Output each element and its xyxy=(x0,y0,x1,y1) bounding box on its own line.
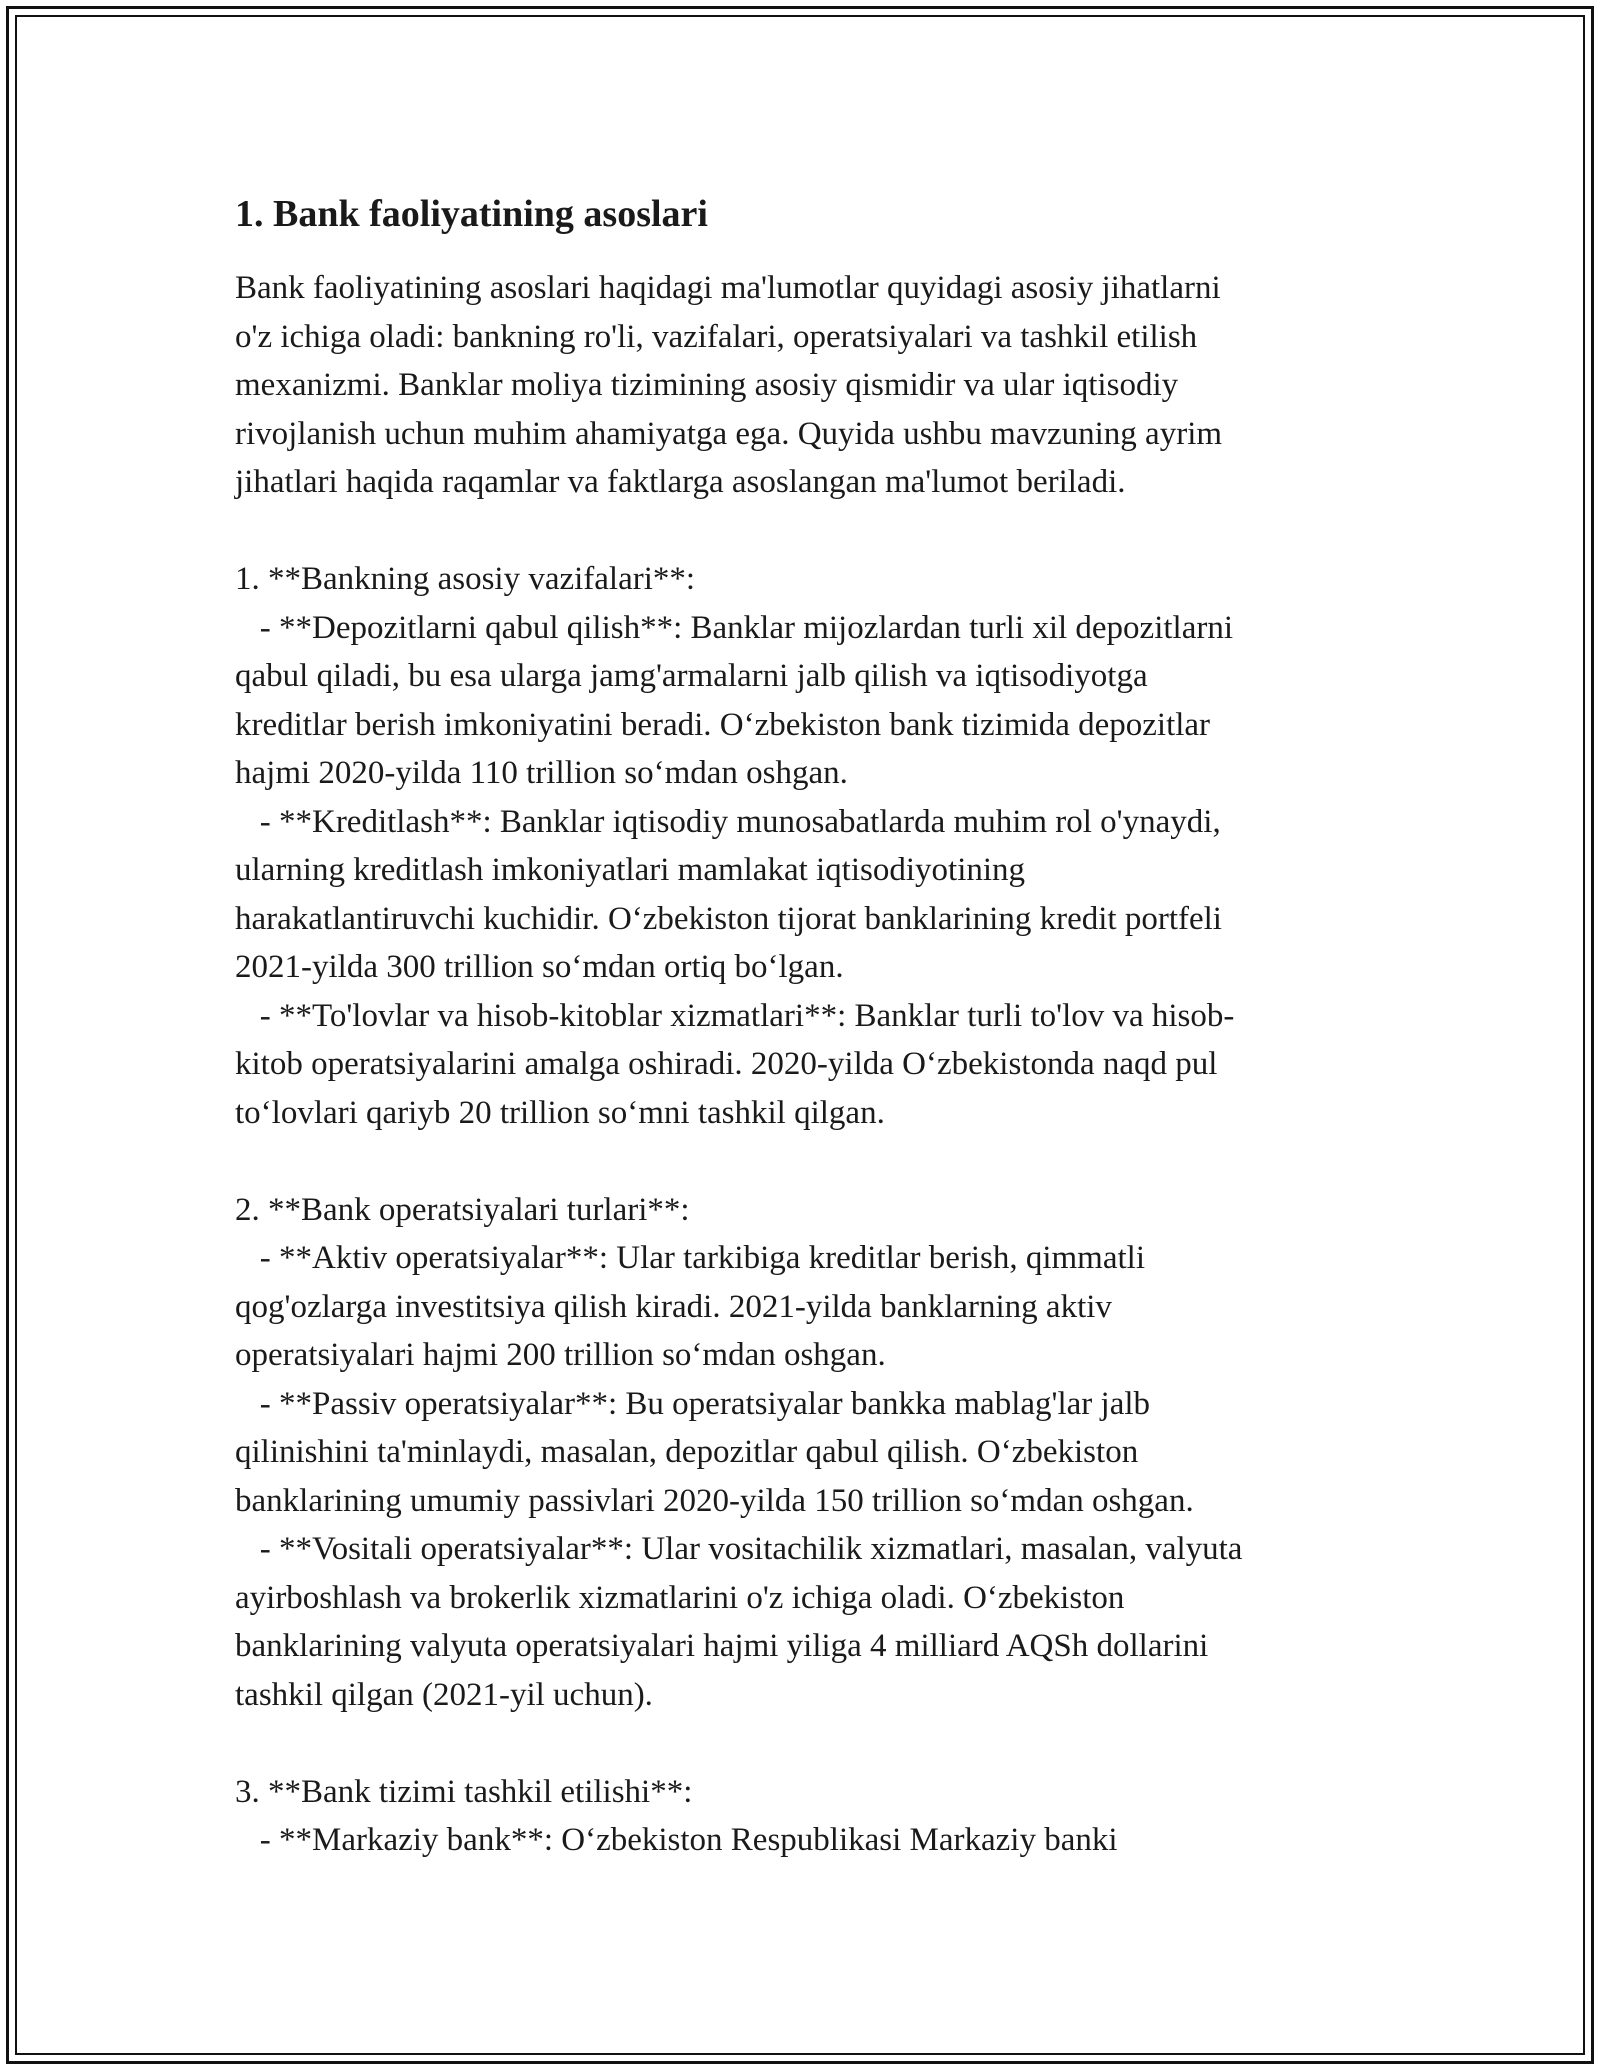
document-heading: 1. Bank faoliyatining asoslari xyxy=(235,193,708,235)
section-tashkil-etilishi xyxy=(235,1768,1385,1865)
section-operatsiyalar xyxy=(235,1186,1385,1720)
intro-paragraph: Bank faoliyatining asoslari haqidagi ma'lumotlar quyidagi asosiy jihatlarni o'z ichiga oladi: bankning ro'li, vazifalari, operatsiyalari va tashkil etilish mexanizmi. Banklar moliya tizimining asosiy qismidir va ular iqtisodiy rivojlanish uchun muhim ahamiyatga ega. Quyida ushbu mavzuning ayrim jihatlari haqida raqamlar va faktlarga asoslangan ma'lumot beriladi. xyxy=(235,270,1223,500)
list-item: - **To'lovlar va hisob-kitoblar xizmatlari**: Banklar turli to'lov va hisob- kitob operatsiyalarini amalga oshiradi. 2020-yilda O‘zbekistonda naqd pul to‘lovlari qariyb 20 trillion so‘mni tashkil qilgan. xyxy=(235,997,1235,1131)
list-item: - **Aktiv operatsiyalar**: Ular tarkibiga kreditlar berish, qimmatli qog'ozlarga investitsiya qilish kiradi. 2021-yilda banklarning aktiv operatsiyalari hajmi 200 trillion so‘mdan oshgan. xyxy=(235,1240,1145,1373)
section-vazifalari xyxy=(235,555,1385,1137)
document-body xyxy=(235,190,1385,1913)
section-title: 2. **Bank operatsiyalari turlari**: xyxy=(235,1191,690,1228)
list-item: - **Passiv operatsiyalar**: Bu operatsiyalar bankka mablag'lar jalb qilinishini ta'minlaydi, masalan, depozitlar qabul qilish. O‘zbekiston banklarining umumiy passivlari 2020-yilda 150 trillion so‘mdan oshgan. xyxy=(235,1385,1194,1519)
list-item: - **Vositali operatsiyalar**: Ular vositachilik xizmatlari, masalan, valyuta ayirboshlash va brokerlik xizmatlarini o'z ichiga oladi. O‘zbekiston banklarining valyuta operatsiyalari hajmi yiliga 4 milliard AQSh dollarini tashkil qilgan (2021-yil uchun). xyxy=(235,1531,1243,1713)
section-title: 3. **Bank tizimi tashkil etilishi**: xyxy=(235,1773,693,1810)
list-item: - **Depozitlarni qabul qilish**: Banklar mijozlardan turli xil depozitlarni qabul qiladi, bu esa ularga jamg'armalarni jalb qilish va iqtisodiyotga kreditlar berish imkoniyatini beradi. O‘zbekiston bank tizimida depozitlar hajmi 2020-yilda 110 trillion so‘mdan oshgan. xyxy=(235,609,1234,791)
section-title: 1. **Bankning asosiy vazifalari**: xyxy=(235,561,696,597)
list-item: - **Kreditlash**: Banklar iqtisodiy munosabatlarda muhim rol o'ynaydi, ularning kreditlash imkoniyatlari mamlakat iqtisodiyotining harakatlantiruvchi kuchidir. O‘zbekiston tijorat banklarining kredit portfeli 2021-yilda 300 trillion so‘mdan ortiq bo‘lgan. xyxy=(235,803,1222,985)
list-item: - **Markaziy bank**: O‘zbekiston Respublikasi Markaziy banki xyxy=(235,1822,1118,1858)
